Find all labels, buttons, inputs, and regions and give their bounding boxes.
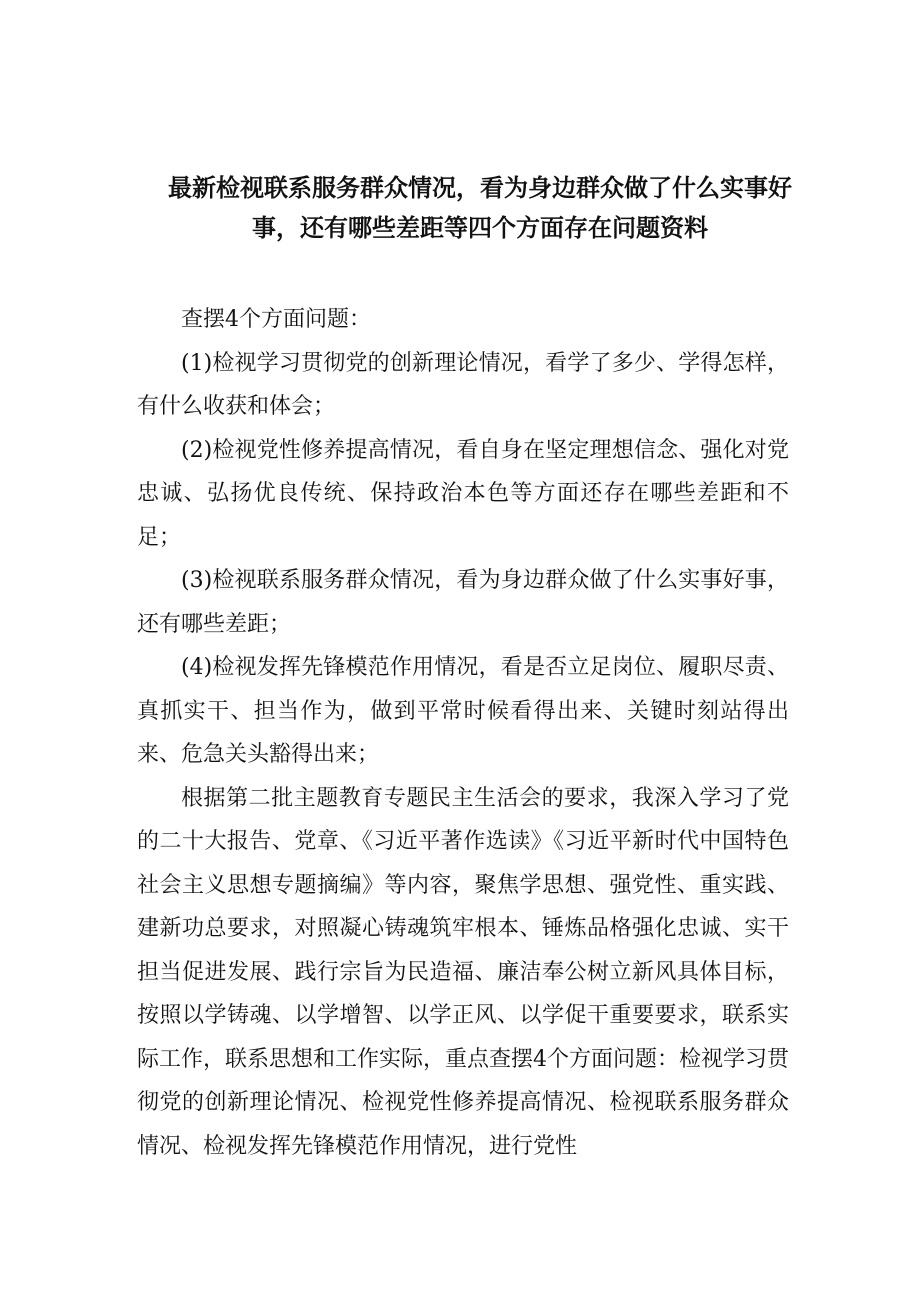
paragraph-item-3: (3)检视联系服务群众情况，看为身边群众做了什么实事好事，还有哪些差距； (137, 568, 789, 637)
paragraph-item-2: (2)检视党性修养提高情况，看自身在坚定理想信念、强化对党忠诚、弘扬优良传统、保持政治本色等方面还存在哪些差距和不足； (137, 437, 789, 550)
paragraph-intro: 查摆4个方面问题： (181, 307, 371, 332)
document-body (137, 298, 789, 1168)
paragraph-item-1: (1)检视学习贯彻党的创新理论情况，看学了多少、学得怎样，有什么收获和体会； (137, 350, 789, 419)
paragraph-item-4: (4)检视发挥先锋模范作用情况，看是否立足岗位、履职尽责、真抓实干、担当作为，做到平常时候看得出来、关键时刻站得出来、危急关头豁得出来； (137, 655, 789, 767)
paragraph-main: 根据第二批主题教育专题民主生活会的要求，我深入学习了党的二十大报告、党章、《习近平著作选读》《习近平新时代中国特色社会主义思想专题摘编》等内容，聚焦学思想、强党性、重实践、建新功总要求，对照凝心铸魂筑牢根本、锤炼品格强化忠诚、实干担当促进发展、践行宗旨为民造福、廉洁奉公树立新风具体目标，按照以学铸魂、以学增智、以学正风、以学促干重要要求，联系实际工作，联系思想和工作实际，重点查摆4个方面问题：检视学习贯彻党的创新理论情况、检视党性修养提高情况、检视联系服务群众情况、检视发挥先锋模范作用情况，进行党性 (137, 785, 789, 1159)
document-title: 最新检视联系服务群众情况，看为身边群众做了什么实事好事，还有哪些差距等四个方面存在问题资料 (168, 174, 792, 242)
